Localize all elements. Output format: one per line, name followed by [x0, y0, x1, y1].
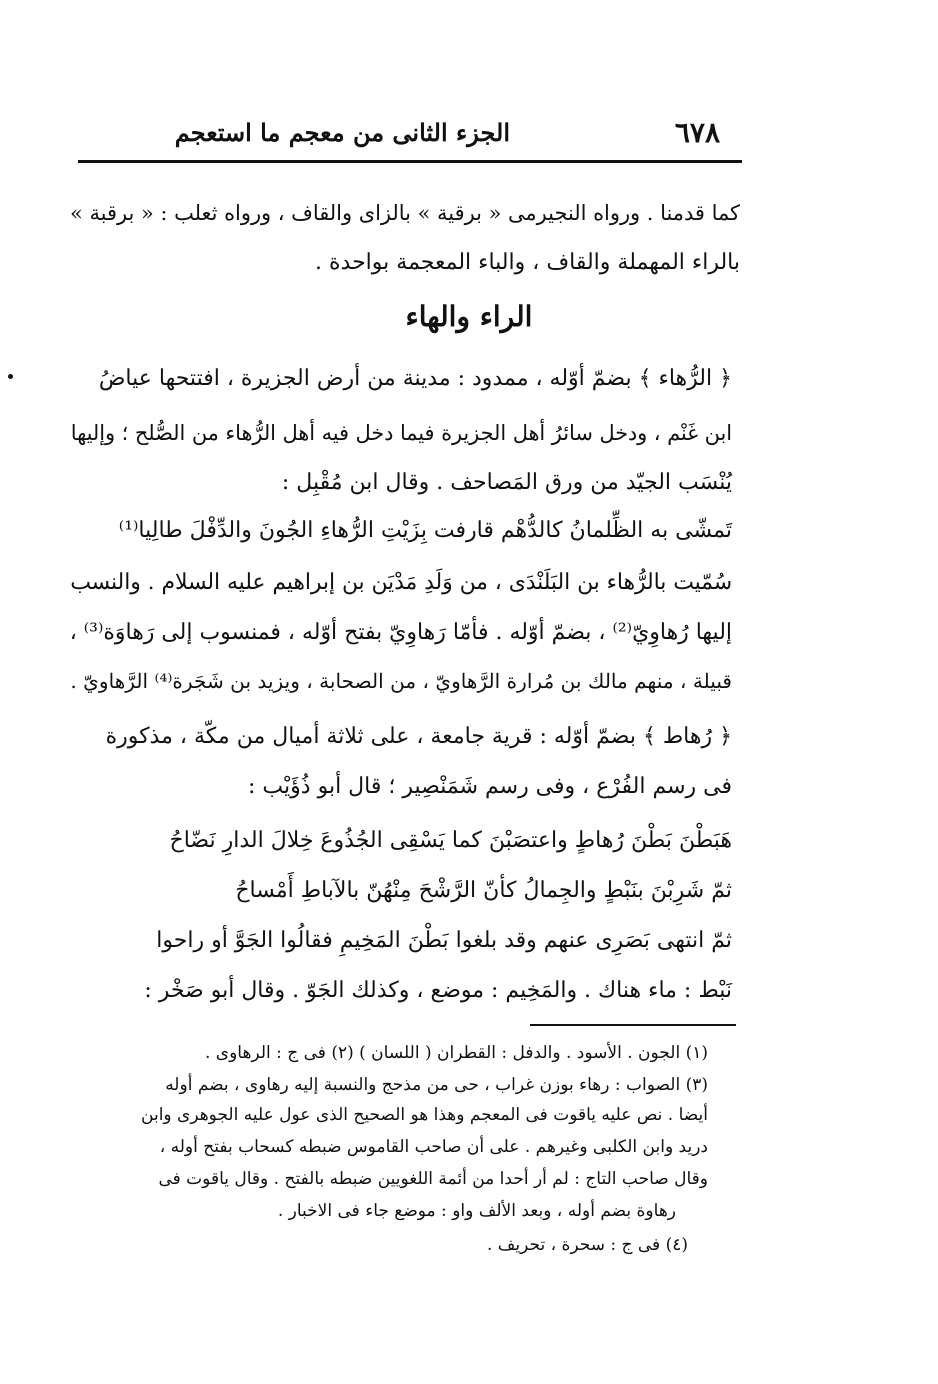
entry-verse-4: ثمّ انتهى بَصَرِى عنهم وقد بلغوا بَطْنَ المَخِيمِ فقالُوا الجَوَّ أو راحوا	[156, 928, 732, 953]
page-header	[78, 112, 740, 158]
footnote-rule	[530, 1024, 736, 1026]
entry-verse-2: هَبَطْنَ بَطْنَ رُهاطٍ واعتصَبْنَ كما يَسْقِى الجُذُوعَ خِلالَ الدارِ نَضّاحُ	[169, 828, 732, 853]
entry-line-9: نَبْط : ماء هناك . والمَخِيم : موضع ، وكذلك الجَوّ . وقال أبو صَخْر :	[144, 978, 732, 1003]
entry-line-1: ﴿ الرُّهاء ﴾ بضمّ أوّله ، ممدود : مدينة من أرض الجزيرة ، افتتحها عياضُ	[98, 366, 732, 391]
footnote-1-2: (١) الجون . الأسود . والدفل : القطران ( اللسان ) (٢) فى ج : الرهاوى .	[204, 1043, 708, 1063]
entry-verse-3: ثمّ شَرِبْنَ بنَبْطٍ والجِمالُ كأنّ الرَّشْحَ مِنْهُنّ بالآباطِ أَمْساحُ	[235, 878, 732, 903]
footnote-4: (٤) فى ج : سحرة ، تحريف .	[486, 1235, 688, 1255]
entry-line-4: سُمّيت بالرُّهاء بن البَلَنْدَى ، من وَلَدِ مَدْيَن بن إبراهيم عليه السلام . والنسب	[70, 570, 732, 595]
footnote-3-line-5: رهاوة بضم أوله ، وبعد الألف واو : موضع جاء فى الاخبار .	[277, 1201, 676, 1221]
entry-line-2: ابن غَنْم ، ودخل سائرُ أهل الجزيرة فيما دخل فيه أهل الرُّهاء من الصُّلح ؛ وإليها	[70, 421, 732, 445]
margin-dot	[8, 374, 13, 379]
entry-line-7: ﴿ رُهاط ﴾ بضمّ أوّله : قرية جامعة ، على ثلاثة أميال من مكّة ، مذكورة	[105, 724, 732, 749]
entry-line-3: يُنْسَب الجيّد من ورق المَصاحف . وقال ابن مُقْبِل :	[281, 470, 732, 495]
entry-line-6: قبيلة ، منهم مالك بن مُرارة الرَّهاويّ ، من الصحابة ، ويزيد بن شَجَرة⁽⁴⁾ الرَّهاويّ .	[70, 669, 732, 693]
footnote-3-line-2: أيضا . نص عليه ياقوت فى المعجم وهذا هو الصحيح الذى عول عليه الجوهرى وابن	[141, 1105, 708, 1125]
page-number: ٦٧٨	[674, 116, 720, 149]
header-rule	[78, 160, 742, 163]
footnote-3-line-1: (٣) الصواب : رهاء بوزن غراب ، حى من مذحج والنسبة إليه رهاوى ، بضم أوله	[165, 1075, 708, 1095]
body-line-1: كما قدمنا . ورواه النجيرمى « برقية » بالزاى والقاف ، ورواه ثعلب : « برقبة »	[70, 201, 740, 225]
body-line-2: بالراء المهملة والقاف ، والباء المعجمة بواحدة .	[315, 250, 740, 275]
footnote-3-line-4: وقال صاحب التاج : لم أر أحدا من أئمة اللغويين ضبطه بالفتح . وقال ياقوت فى	[158, 1169, 708, 1189]
entry-line-5: إليها رُهاوِيّ⁽²⁾ ، بضمّ أوّله . فأمّا رَهاوِيّ بفتح أوّله ، فمنسوب إلى رَهاوَة⁽³⁾ ،	[69, 620, 732, 645]
entry-line-8: فى رسم الفُرْع ، وفى رسم شَمَنْصِير ؛ قال أبو ذُؤَيْب :	[248, 774, 732, 799]
section-heading: الراء والهاء	[405, 300, 533, 333]
entry-verse-1: تَمشّى به الظِّلمانُ كالدُّهْم قارفت بِزَيْتِ الرُّهاءِ الجُونَ والدِّفْلَ طالِيا⁽¹⁾	[118, 518, 732, 543]
footnote-3-line-3: دريد وابن الكلبى وغيرهم . على أن صاحب القاموس ضبطه كسحاب بفتح أوله ،	[159, 1137, 708, 1157]
running-title: الجزء الثانى من معجم ما استعجم	[174, 118, 510, 147]
